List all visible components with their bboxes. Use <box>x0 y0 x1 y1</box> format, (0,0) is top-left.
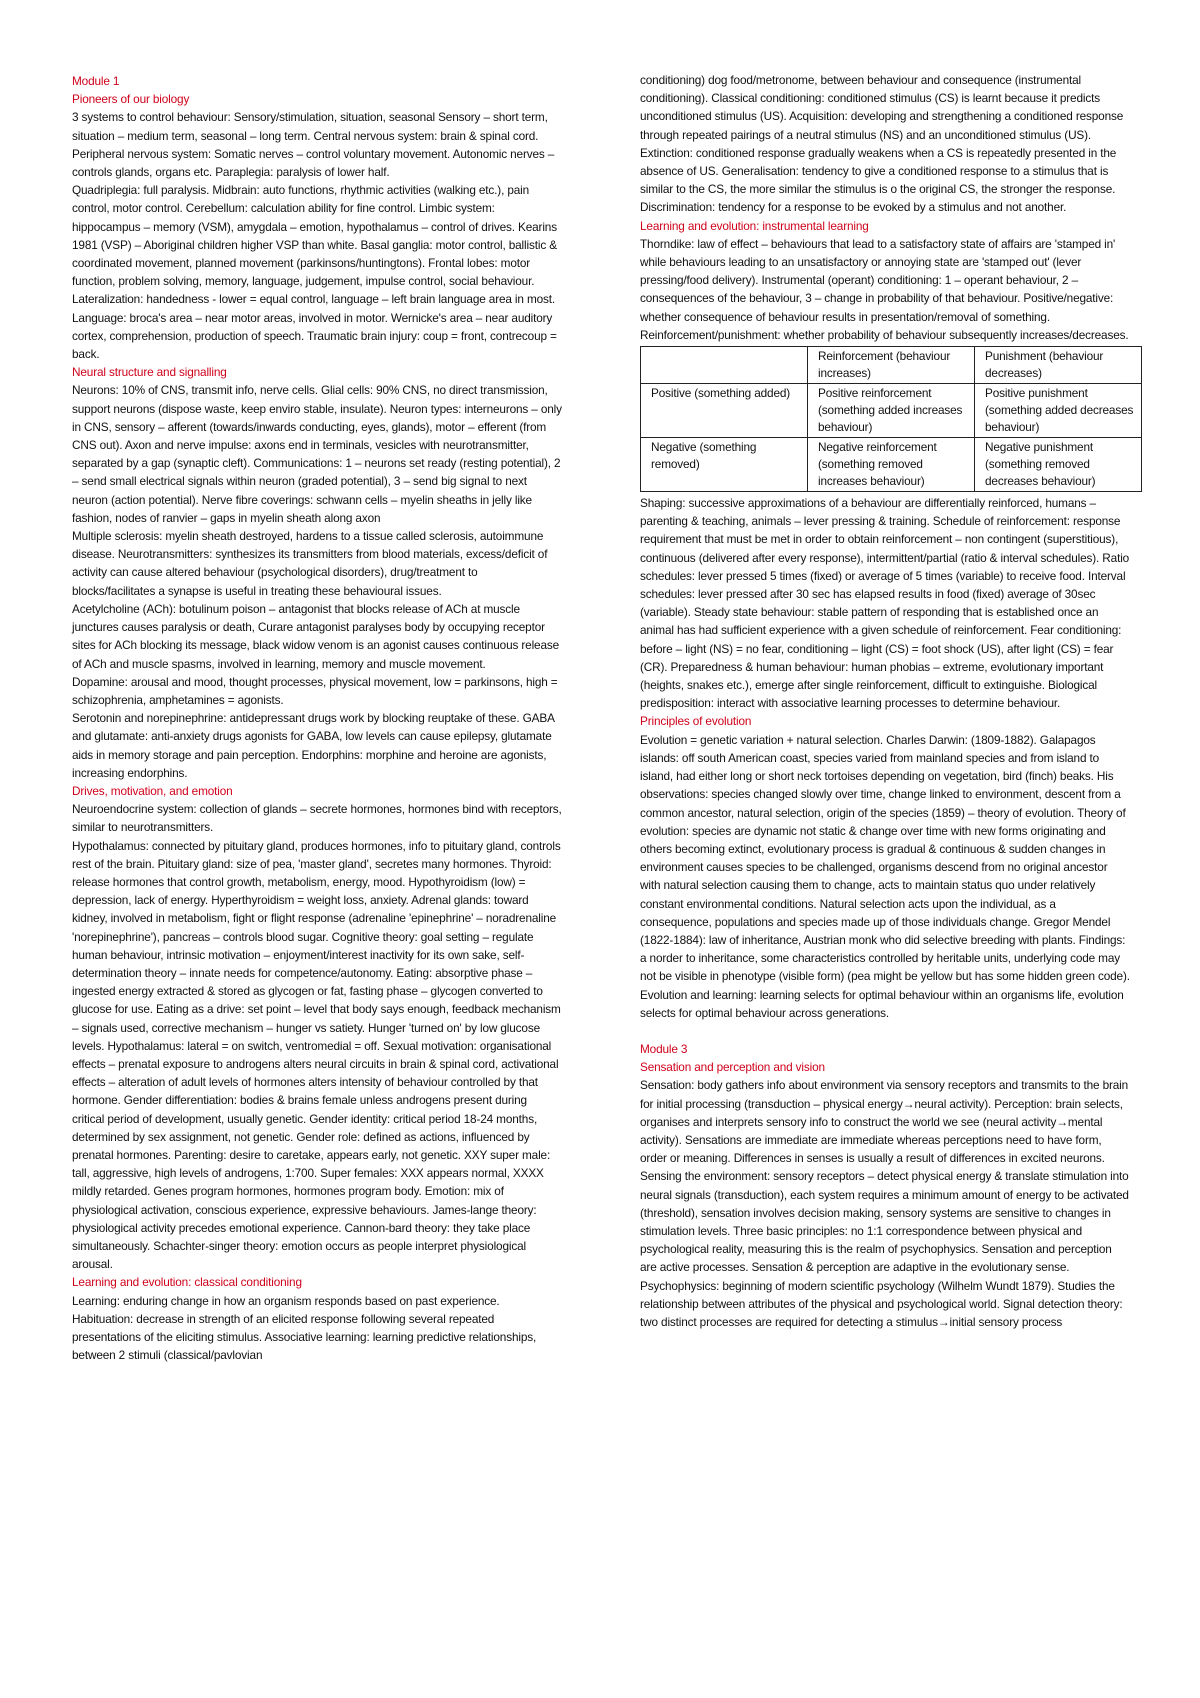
paragraph: conditioning) dog food/metronome, between behaviour and consequence (instrumental conditioning). Classical conditioning: conditioned stimulus (CS) is learnt because it predicts unconditioned stimulus (US). Acquisition: developing and strengthening a conditioned response through repeated pairings of a neutral stimulus (NS) and an unconditioned stimulus (US). Extinction: conditioned response gradually weakens when a CS is repeatedly presented in the absence of US. Generalisation: tendency to give a conditioned response to a stimulus that is similar to the CS, the more similar the stimulus is o the original CS, the stronger the response. Discrimination: tendency for a response to be evoked by a stimulus and not another. <box>640 73 1124 215</box>
table-cell: Negative (something removed) <box>641 438 808 492</box>
section-heading: Learning and evolution: classical conditioning <box>72 1275 302 1290</box>
paragraph: Quadriplegia: full paralysis. Midbrain: auto functions, rhythmic activities (walking etc.), pain control, motor control. Cerebellum: calculation ability for fine control. Limbic system: hippocampus – memory (VSM), amygdala – emotion, hypothalamus – control of drives. Kearins 1981 (VSP) – Aboriginal children higher VSP than white. Basal ganglia: motor control, ballistic & coordinated movement, planned movement (parkinsons/huntingtons). Frontal lobes: motor function, problem solving, memory, language, judgement, impulse control, social behaviour. <box>72 183 557 289</box>
table-cell: Reinforcement (behaviour increases) <box>808 347 975 384</box>
paragraph: 3 systems to control behaviour: Sensory/stimulation, situation, seasonal Sensory – short term, situation – medium term, seasonal – long term. Central nervous system: brain & spinal cord. Peripheral nervous system: Somatic nerves – control voluntary movement. Autonomic nerves – controls glands, organs etc. Paraplegia: paralysis of lower half. <box>72 110 555 180</box>
table-cell: Positive (something added) <box>641 384 808 438</box>
table-cell: Negative punishment (something removed decreases behaviour) <box>975 438 1142 492</box>
paragraph: Lateralization: handedness - lower = equal control, language – left brain language area in most. Language: broca's area – near motor areas, involved in motor. Wernicke's area – near auditory cortex, comprehension, production of speech. Traumatic brain injury: coup = front, contrecoup = back. <box>72 292 557 362</box>
paragraph: Neuroendocrine system: collection of glands – secrete hormones, hormones bind with receptors, similar to neurotransmitters. <box>72 802 562 835</box>
left-column <box>72 72 562 1364</box>
table-cell: Positive reinforcement (something added increases behaviour) <box>808 384 975 438</box>
table-cell: Positive punishment (something added decreases behaviour) <box>975 384 1142 438</box>
table-row <box>641 384 1142 438</box>
reinforcement-punishment-table <box>640 346 1142 492</box>
paragraph: Evolution = genetic variation + natural selection. Charles Darwin: (1809-1882). Galapagos islands: off south American coast, species varied from mainland species and from island to island, had either long or short neck tortoises depending on vegetation, bird (finch) beaks. His observations: species changed slowly over time, change linked to environment, descent from a common ancestor, natural selection, origin of the species (1859) – theory of evolution. Theory of evolution: species are dynamic not static & change over time with new forms originating and others becoming extinct, evolutionary process is gradual & continuous & sudden changes in environment causes species to be challenged, organisms descend from no original ancestor with natural selection causing them to change, acts to maintain status quo under relatively constant environmental conditions. Natural selection acts upon the individual, as a consequence, populations and species made up of those individuals change. Gregor Mendel (1822-1884): law of inheritance, Austrian monk who did selective breeding with plants. Findings: a norder to inheritance, some characteristics controlled by heritable units, underlying code may not be visible in phenotype (visible form) (pea might be yellow but has some hidden green code). Evolution and learning: learning selects for optimal behaviour within an organisms life, evolution selects for optimal behaviour across generations. <box>640 732 1130 1020</box>
section-heading: Learning and evolution: instrumental learning <box>640 218 869 233</box>
section-heading: Module 1 <box>72 74 120 88</box>
table-cell: Negative reinforcement (something removed increases behaviour) <box>808 438 975 492</box>
table-cell: Punishment (behaviour decreases) <box>975 347 1142 384</box>
section-heading: Module 3 <box>640 1041 688 1056</box>
table-cell <box>641 347 808 384</box>
paragraph: Learning: enduring change in how an organism responds based on past experience. Habituation: decrease in strength of an elicited response following several repeated presentations of the eliciting stimulus. Associative learning: learning predictive relationships, between 2 stimuli (classical/pavlovian <box>72 1293 537 1363</box>
section-heading: Neural structure and signalling <box>72 365 227 380</box>
right-column-top <box>640 71 1130 344</box>
paragraph: Shaping: successive approximations of a behaviour are differentially reinforced, humans – parenting & teaching, animals – lever pressing & training. Schedule of reinforcement: response requirement that must be met in order to obtain reinforcement – non contingent (superstitious), continuous (delivered after every response), intermittent/partial (ratio & interval schedules). Ratio schedules: lever pressed 5 times (fixed) or average of 5 times (variable) to receive food. Interval schedules: lever pressed after 30 sec has elapsed results in food (fixed) average of 30sec (variable). Steady state behaviour: stable pattern of responding that is established once an animal has had sufficient experience with a given schedule of reinforcement. Fear conditioning: before – light (NS) = no fear, conditioning – light (CS) = foot shock (US), after light (CS) = fear (CR). Preparedness & human behaviour: human phobias – extreme, evolutionary important (heights, snakes etc.), emerge after single reinforcement, difficult to extinguishe. Biological predisposition: interact with associative learning processes to determine behaviour. <box>640 496 1130 711</box>
paragraph: Neurons: 10% of CNS, transmit info, nerve cells. Glial cells: 90% CNS, no direct transmission, support neurons (dispose waste, keep enviro stable, insulate). Neuron types: interneurons – only in CNS, sensory – afferent (towards/inwards conducting, eyes, glands), motor – efferent (from CNS out). Axon and nerve impulse: axons end in terminals, vesicles with neurotransmitter, separated by a gap (synaptic cleft). Communications: 1 – neurons set ready (resting potential), 2 – send small electrical signals within neuron (graded potential), 3 – send big signal to next neuron (action potential). Nerve fibre coverings: schwann cells – myelin sheaths in jelly like fashion, nodes of ranvier – gaps in myelin sheath along axon <box>72 383 562 525</box>
paragraph: Dopamine: arousal and mood, thought processes, physical movement, low = parkinsons, high = schizophrenia, amphetamines = agonists. <box>72 674 558 707</box>
paragraph: Serotonin and norepinephrine: antidepressant drugs work by blocking reuptake of these. GABA and glutamate: anti-anxiety drugs agonists for GABA, low levels can cause epilepsy, glutamate aids in memory storage and pain perception. Endorphins: morphine and heroine are agonists, increasing endorphins. <box>72 711 555 780</box>
paragraph: Acetylcholine (ACh): botulinum poison – antagonist that blocks release of ACh at muscle junctures causes paralysis or death, Curare antagonist paralyses body by occupying receptor sites for ACh blocking its message, black widow venom is an agonist causes continuous release of ACh and muscle spasms, involved in learning, memory and muscle movement. <box>72 601 560 671</box>
section-heading: Pioneers of our biology <box>72 92 190 107</box>
paragraph: Hypothalamus: connected by pituitary gland, produces hormones, info to pituitary gland, controls rest of the brain. Pituitary gland: size of pea, 'master gland', secretes many hormones. Thyroid: release hormones that control growth, metabolism, energy, mood. Hypothyroidism (low) = depression, lack of energy. Hyperthyroidism = weight loss, anxiety. Adrenal glands: toward kidney, involved in metabolism, fight or flight response (adrenaline 'epinephrine' – noradrenaline 'norepinephrine'), pancreas – controls blood sugar. Cognitive theory: goal setting – regulate human behaviour, intrinsic motivation – enjoyment/interest inactivity for its own sake, self-determination theory – innate needs for competence/autonomy. Eating: absorptive phase – ingested energy extracted & stored as glycogen or fat, fasting phase – glycogen converted to glucose for use. Eating as a drive: set point – level that body says enough, feedback mechanism – signals used, corrective mechanism – hunger vs satiety. Hunger 'turned on' by low glucose levels. Hypothalamus: lateral = on switch, ventromedial = off. Sexual motivation: organisational effects – prenatal exposure to androgens alters neural circuits in brain & spinal cord, activational effects – alteration of adult levels of hormones alters intensity of behaviour controlled by that hormone. Gender differentiation: bodies & brains female unless androgens present during critical period of development, usually genetic. Gender identity: critical period 18-24 months, determined by sex assignment, not genetic. Gender role: defined as actions, influenced by prenatal hormones. Parenting: desire to caretake, appears early, not genetic. XXY super male: tall, aggressive, high levels of androgens, 1:700. Super females: XXX appears normal, XXXX mildly retarded. Genes program hormones, hormones program body. Emotion: mix of physiological activation, conscious experience, expressive behaviours. James-lange theory: physiological activity precedes emotional experience. Cannon-bard theory: they take place simultaneously. Schachter-singer theory: emotion occurs as people interpret physiological arousal. <box>72 838 561 1272</box>
right-column-bottom <box>640 494 1130 1331</box>
spacer <box>640 1022 1130 1040</box>
right-column <box>640 71 1134 1331</box>
paragraph: Sensation: body gathers info about environment via sensory receptors and transmits to the brain for initial processing (transduction – physical energy→neural activity). Perception: brain selects, organises and interprets sensory info to construct the world we see (neural activity→mental activity). Sensations are immediate are immediate whereas perceptions need to have form, order or meaning. Differences in senses is usually a result of differences in excited neurons. Sensing the environment: sensory receptors – detect physical energy & translate stimulation into neural signals (transduction), each system requires a minimum amount of energy to be activated (threshold), sensation involves decision making, sensory systems are sensitive to changes in stimulation levels. Three basic principles: no 1:1 correspondence between physical and psychological reality, measuring this is the realm of psychophysics. Sensation and perception are active processes. Sensation & perception are adaptive in the evolutionary sense. Psychophysics: beginning of modern scientific psychology (Wilhelm Wundt 1879). Studies the relationship between attributes of the physical and psychological world. Signal detection theory: two distinct processes are required for detecting a stimulus→initial sensory process <box>640 1078 1129 1329</box>
table-header-row <box>641 347 1142 384</box>
table-row <box>641 438 1142 492</box>
paragraph: Multiple sclerosis: myelin sheath destroyed, hardens to a tissue called sclerosis, autoimmune disease. Neurotransmitters: synthesizes its transmitters from blood materials, excess/deficit of activity can cause altered behaviour (psychological disorders), drug/treatment to blocks/facilitates a synapse is useful in treating these behavioural issues. <box>72 529 548 598</box>
section-heading: Drives, motivation, and emotion <box>72 783 233 798</box>
section-heading: Principles of evolution <box>640 714 752 729</box>
section-heading: Sensation and perception and vision <box>640 1060 825 1075</box>
paragraph: Thorndike: law of effect – behaviours that lead to a satisfactory state of affairs are 'stamped in' while behaviours leading to an unsatisfactory or annoying state are 'stamped out' (lever pressing/food delivery). Instrumental (operant) conditioning: 1 – operant behaviour, 2 – consequences of the behaviour, 3 – change in probability of that behaviour. Positive/negative: whether consequence of behaviour results in presentation/removal of something. Reinforcement/punishment: whether probability of behaviour subsequently increases/decreases. <box>640 236 1129 342</box>
